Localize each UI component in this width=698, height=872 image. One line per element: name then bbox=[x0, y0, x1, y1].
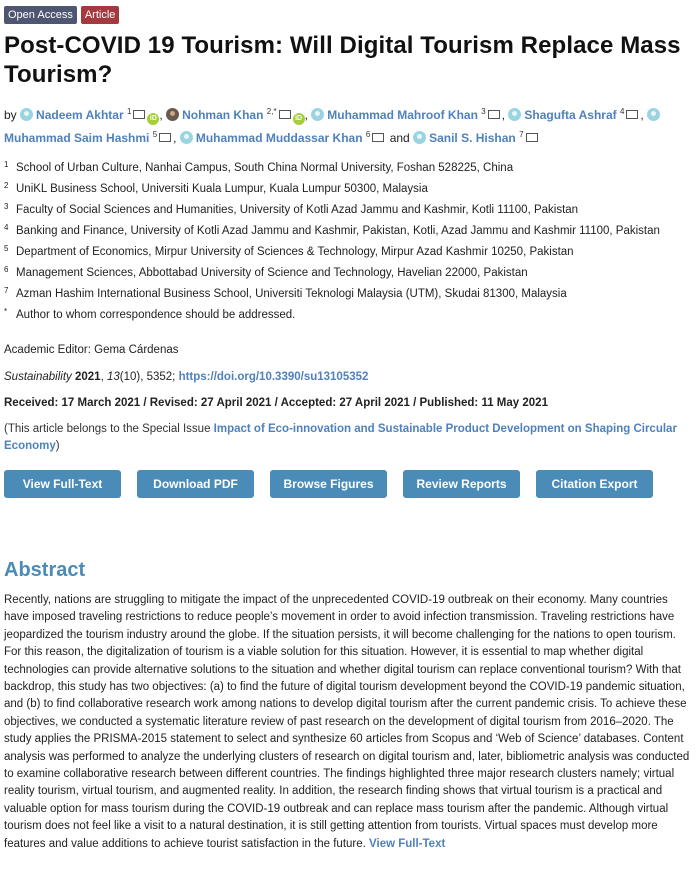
journal-year: 2021 bbox=[74, 371, 101, 383]
open-access-badge: Open Access bbox=[4, 6, 77, 24]
author-avatar-icon bbox=[647, 108, 660, 121]
email-icon[interactable] bbox=[626, 110, 638, 119]
affiliation-item bbox=[4, 158, 694, 179]
orcid-icon[interactable]: iD bbox=[293, 113, 305, 125]
affiliation-text: Management Sciences, Abbottabad University of Science and Technology, Havelian 22000, Pakistan bbox=[16, 267, 528, 279]
author-affiliation-number: 7 bbox=[519, 130, 524, 139]
author-affiliation-number: 4 bbox=[619, 107, 625, 116]
citation-line: Sustainability 2021, 13(10), 5352; https://doi.org/10.3390/su13105352 bbox=[4, 371, 369, 383]
and-label: and bbox=[389, 131, 410, 145]
email-icon[interactable] bbox=[372, 133, 384, 142]
author-affiliation-number: 2,* bbox=[266, 107, 277, 116]
action-buttons bbox=[4, 470, 694, 498]
author-avatar-icon bbox=[311, 108, 324, 121]
special-issue-prefix: (This article belongs to the Special Issue bbox=[4, 423, 211, 435]
affiliation-item bbox=[4, 263, 694, 284]
email-icon[interactable] bbox=[133, 110, 145, 119]
affiliation-text: Azman Hashim International Business School, Universiti Teknologi Malaysia (UTM), Skudai 81300, Malaysia bbox=[16, 288, 567, 300]
author-link[interactable]: Muhammad Mahroof Khan bbox=[327, 108, 478, 122]
email-icon[interactable] bbox=[526, 133, 538, 142]
citation-export-button[interactable]: Citation Export bbox=[536, 470, 653, 498]
email-icon[interactable] bbox=[159, 133, 171, 142]
email-icon[interactable] bbox=[488, 110, 500, 119]
author-list: by Nadeem Akhtar $^1$iD , Nohman Khan $^{2,*}$iD , Muhammad Mahroof Khan $^3$ , Shagufta Ashraf $^4$ , Muhammad Saim Hashmi $^5$ , Muhammad Muddassar Khan $^6$ and Sanil S. Hishan $^7$ bbox=[4, 102, 694, 148]
affiliation-item bbox=[4, 242, 694, 263]
author-affiliation-number: 3 bbox=[481, 107, 486, 116]
author-avatar-icon bbox=[413, 131, 426, 144]
affiliation-number: * bbox=[4, 307, 8, 316]
affiliation-number: 5 bbox=[4, 244, 9, 253]
doi-link[interactable]: https://doi.org/10.3390/su13105352 bbox=[178, 371, 369, 383]
journal-volume: 13 bbox=[106, 371, 120, 383]
affiliation-text: Faculty of Social Sciences and Humanities, University of Kotli Azad Jammu and Kashmir, Kotli 11100, Pakistan bbox=[16, 204, 579, 216]
academic-editor: Academic Editor: Gema Cárdenas bbox=[4, 344, 179, 356]
abstract-body bbox=[4, 592, 694, 853]
author-avatar-icon bbox=[508, 108, 521, 121]
author-link[interactable]: Sanil S. Hishan bbox=[429, 131, 516, 145]
author-link[interactable]: Muhammad Muddassar Khan bbox=[195, 131, 363, 145]
author-affiliation-number: 1 bbox=[126, 107, 132, 116]
journal-name: Sustainability bbox=[4, 371, 72, 383]
author-link[interactable]: Muhammad Saim Hashmi bbox=[4, 131, 150, 145]
affiliation-item bbox=[4, 221, 694, 242]
abstract-heading: Abstract bbox=[4, 559, 86, 581]
badge-row bbox=[4, 6, 694, 24]
email-icon[interactable] bbox=[279, 110, 291, 119]
author-link[interactable]: Nadeem Akhtar bbox=[36, 108, 124, 122]
author-affiliation-number: 6 bbox=[365, 130, 371, 139]
view-full-text-button[interactable]: View Full-Text bbox=[4, 470, 121, 498]
affiliation-item bbox=[4, 200, 694, 221]
review-reports-button[interactable]: Review Reports bbox=[403, 470, 520, 498]
affiliation-text: School of Urban Culture, Nanhai Campus, South China Normal University, Foshan 528225, China bbox=[16, 162, 514, 174]
affiliation-text: Banking and Finance, University of Kotli Azad Jammu and Kashmir, Pakistan, Kotli, Azad Jammu and Kashmir 11100, Pakistan bbox=[16, 225, 660, 237]
affiliation-text: Author to whom correspondence should be addressed. bbox=[16, 309, 296, 321]
special-issue-note bbox=[4, 421, 694, 455]
publication-dates: Received: 17 March 2021 / Revised: 27 April 2021 / Accepted: 27 April 2021 / Published: 11 May 2021 bbox=[4, 397, 548, 409]
abstract-view-full-text-link[interactable]: View Full-Text bbox=[369, 837, 446, 850]
article-type-badge: Article bbox=[81, 6, 120, 24]
affiliation-text: Department of Economics, Mirpur University of Sciences & Technology, Mirpur Azad Kashmir 10250, Pakistan bbox=[16, 246, 574, 258]
affiliation-number: 7 bbox=[4, 286, 9, 295]
author-link[interactable]: Shagufta Ashraf bbox=[524, 108, 617, 122]
orcid-icon[interactable]: iD bbox=[147, 113, 159, 125]
author-photo-icon bbox=[166, 108, 179, 121]
by-label: by bbox=[4, 108, 17, 122]
article-title: Post-COVID 19 Tourism: Will Digital Tourism Replace Mass Tourism? bbox=[4, 32, 681, 88]
affiliation-text: UniKL Business School, Universiti Kuala Lumpur, Kuala Lumpur 50300, Malaysia bbox=[16, 183, 428, 195]
affiliation-list bbox=[4, 158, 694, 326]
special-issue-link[interactable]: Impact of Eco-innovation and Sustainable Product Development on Shaping Circular Economy bbox=[4, 423, 677, 452]
journal-issue-pages: (10), 5352; bbox=[119, 371, 176, 383]
affiliation-item bbox=[4, 179, 694, 200]
affiliation-number: 6 bbox=[4, 265, 9, 274]
correspondence-note bbox=[4, 305, 694, 326]
download-pdf-button[interactable]: Download PDF bbox=[137, 470, 254, 498]
author-avatar-icon bbox=[20, 108, 33, 121]
affiliation-number: 2 bbox=[4, 181, 9, 190]
author-affiliation-number: 5 bbox=[152, 130, 158, 139]
abstract-text: Recently, nations are struggling to mitigate the impact of the unprecedented COVID-19 outbreak on their economy. Many countries have imposed traveling restrictions to reduce people’s movement in order to avoid infection transmission. Traveling restrictions have jeopardized the tourism industry around the globe. If the situation persists, it will become challenging for the nations to open tourism. For this reason, the digitalization of tourism is a viable solution for this situation. However, it is essential to map whether digital technologies can provide alternative solutions to the situation and whether digital tourism can replace conventional tourism? With that backdrop, this study has two objectives: (a) to find the future of digital tourism development beyond the COVID-19 pandemic situation, and (b) to find collaborative research work among nations to develop digital tourism after the current pandemic crisis. To achieve these objectives, we conducted a systematic literature review of past research on the development of digital tourism from 2016–2020. The study applies the PRISMA-2015 statement to select and synthesize 60 articles from Scopus and ‘Web of Science’ databases. Content analysis was performed to analyze the underlying clusters of research on digital tourism and, later, bibliometric analysis was conducted to examine collaborative research between different countries. The findings highlighted three major research clusters namely; virtual reality tourism, virtual tourism, and augmented reality. In addition, the research finding shows that virtual tourism is a practical and valuable option for mass tourism during the COVID-19 outbreak and can replace mass tourism after the pandemic. Although virtual tourism does not feel like a visit to a natural destination, it is still getting attention from tourists. Virtual spaces must develop more features and value additions to achieve tourist satisfaction in the future. bbox=[4, 594, 690, 850]
affiliation-number: 3 bbox=[4, 202, 9, 211]
special-issue-suffix: ) bbox=[55, 440, 60, 452]
author-avatar-icon bbox=[180, 131, 193, 144]
author-link[interactable]: Nohman Khan bbox=[182, 108, 264, 122]
affiliation-number: 1 bbox=[4, 160, 9, 169]
affiliation-item bbox=[4, 284, 694, 305]
affiliation-number: 4 bbox=[4, 223, 9, 232]
browse-figures-button[interactable]: Browse Figures bbox=[270, 470, 387, 498]
